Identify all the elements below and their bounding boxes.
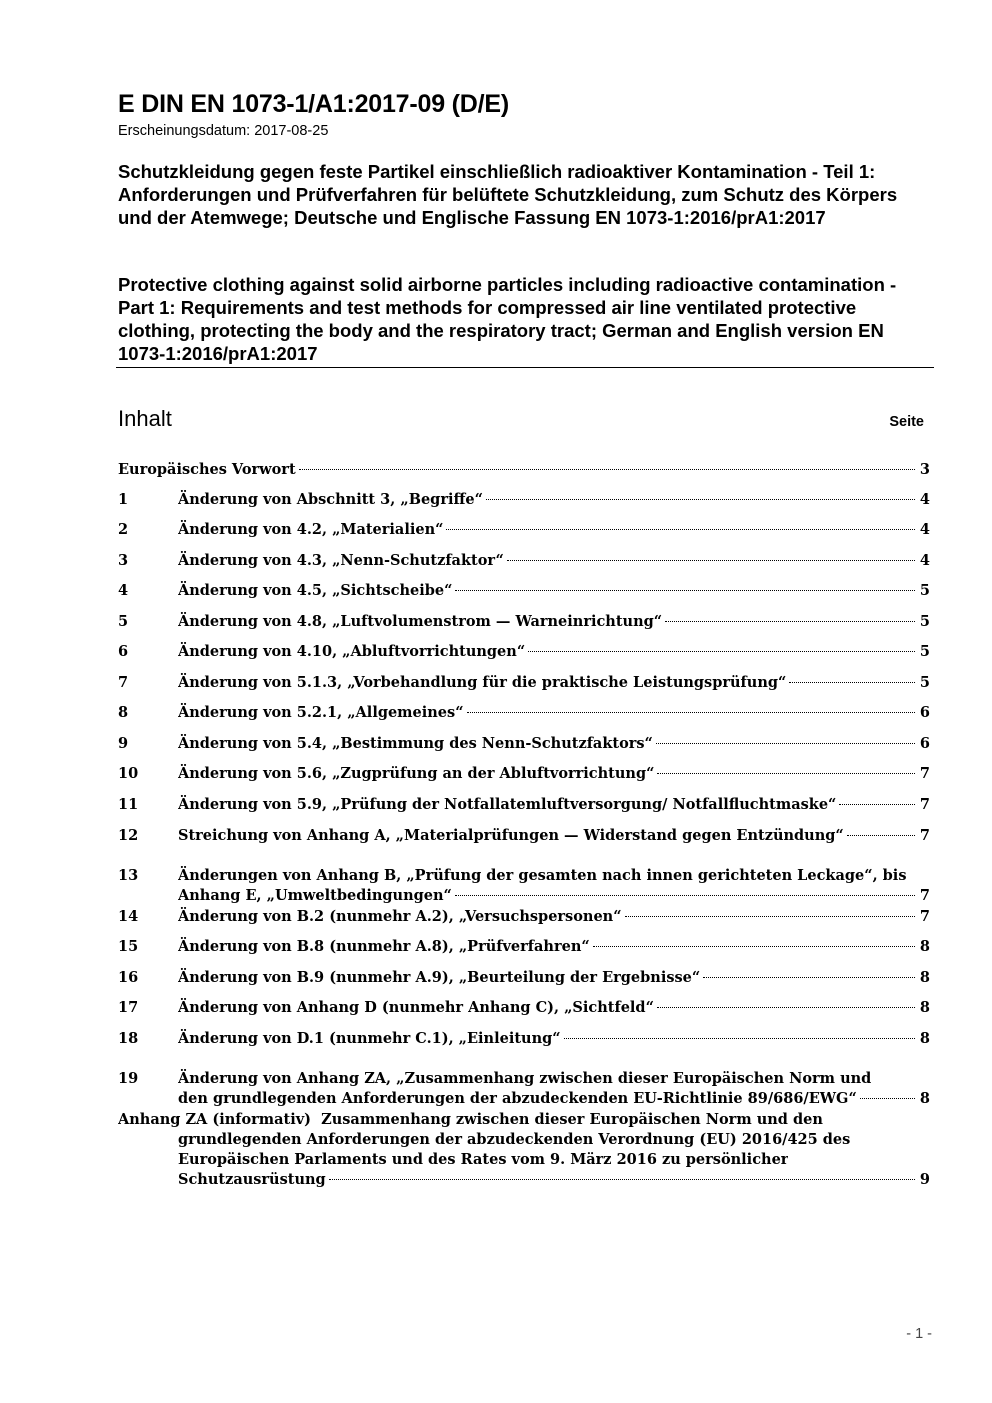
toc-entry-page: 6 <box>919 704 930 721</box>
toc-entry-text: Änderung von 5.1.3, „Vorbehandlung für die praktische Leistungsprüfung“ <box>178 674 787 691</box>
toc-entry-17[interactable] <box>118 998 930 1018</box>
toc-entry-18[interactable] <box>118 1029 930 1049</box>
toc-leader-dots <box>847 835 915 836</box>
toc-entry-number: 8 <box>118 704 129 721</box>
toc-leader-dots <box>486 499 915 500</box>
toc-entry-number: 7 <box>118 674 129 691</box>
toc-entry-text: Änderung von Abschnitt 3, „Begriffe“ <box>178 491 483 508</box>
title-english: Protective clothing against solid airborne particles including radioactive contamination - Part 1: Requirements and test methods for compressed air line ventilated protective clothing, protecting the body and the respiratory tract; German and English version EN 1073-1:2016/prA1:2017 <box>118 274 897 364</box>
toc-entry-text: Änderung von 5.4, „Bestimmung des Nenn-Schutzfaktors“ <box>178 735 653 752</box>
toc-entry-text: Anhang ZA (informativ) Zusammenhang zwischen dieser Europäischen Norm und den <box>118 1111 823 1128</box>
toc-entry-page: 7 <box>919 765 930 782</box>
toc-entry-text: Änderung von 4.10, „Abluftvorrichtungen“ <box>178 643 526 660</box>
toc-leader-dots <box>455 895 915 896</box>
document-id: E DIN EN 1073-1/A1:2017-09 (D/E) <box>118 90 509 118</box>
toc-entry-text: Änderung von 4.2, „Materialien“ <box>178 521 444 538</box>
toc-entry-page: 8 <box>919 969 930 986</box>
toc-entry-text: Streichung von Anhang A, „Materialprüfungen — Widerstand gegen Entzündung“ <box>178 827 844 844</box>
publication-date: Erscheinungsdatum: 2017-08-25 <box>118 123 329 139</box>
toc-entry-page: 5 <box>919 643 930 660</box>
toc-entry-15[interactable] <box>118 937 930 957</box>
toc-leader-dots <box>860 1098 915 1099</box>
toc-entry-text: Änderung von 4.5, „Sichtscheibe“ <box>178 582 453 599</box>
toc-leader-dots <box>839 804 915 805</box>
toc-entry-19[interactable] <box>118 1069 930 1109</box>
toc-entry-text: Änderung von 4.3, „Nenn-Schutzfaktor“ <box>178 552 504 569</box>
toc-leader-dots <box>625 916 915 917</box>
toc-entry-text: Änderung von Anhang ZA, „Zusammenhang zwischen dieser Europäischen Norm und <box>178 1070 872 1087</box>
toc-entry-number: 19 <box>118 1070 139 1087</box>
toc-entry-4[interactable] <box>118 581 930 601</box>
toc-leader-dots <box>657 1007 915 1008</box>
toc-leader-dots <box>564 1038 915 1039</box>
toc-leader-dots <box>299 469 915 470</box>
toc-entry-page: 6 <box>919 735 930 752</box>
toc-entry-number: 6 <box>118 643 129 660</box>
toc-entry-number: 18 <box>118 1030 139 1047</box>
toc-entry-text: Europäischen Parlaments und des Rates vom 9. März 2016 zu persönlicher <box>178 1151 789 1168</box>
toc-entry-page: 8 <box>919 1090 930 1107</box>
toc-entry-text: Europäisches Vorwort <box>118 461 296 478</box>
toc-leader-dots <box>657 773 915 774</box>
toc-entry-number: 13 <box>118 867 139 884</box>
toc-entry-annex-za[interactable] <box>118 1110 930 1190</box>
toc-entry-text: Schutzausrüstung <box>178 1171 326 1188</box>
toc-entry-text: Anhang E, „Umweltbedingungen“ <box>178 887 452 904</box>
toc-entry-number: 10 <box>118 765 139 782</box>
toc-entry-page: 5 <box>919 674 930 691</box>
toc-leader-dots <box>789 682 915 683</box>
toc-entry-number: 14 <box>118 908 139 925</box>
title-german: Schutzkleidung gegen feste Partikel einschließlich radioaktiver Kontamination - Teil 1: Anforderungen und Prüfverfahren für belüftete Schutzkleidung, zum Schutz des Körpers und der Atemwege; Deutsche und Englische Fassung EN 1073-1:2016/prA1:2017 <box>118 161 898 228</box>
toc-entry-number: 1 <box>118 491 129 508</box>
toc-entry-7[interactable] <box>118 673 930 693</box>
toc-entry-page: 8 <box>919 999 930 1016</box>
toc-entry-page: 8 <box>919 938 930 955</box>
toc-entry-number: 3 <box>118 552 129 569</box>
toc-entry-11[interactable] <box>118 795 930 815</box>
toc-heading: Inhalt <box>118 406 172 431</box>
title-divider <box>116 367 934 368</box>
toc-entry-13[interactable] <box>118 866 930 906</box>
toc-entry-number: 9 <box>118 735 129 752</box>
toc-entry-number: 2 <box>118 521 129 538</box>
toc-entry-number: 12 <box>118 827 139 844</box>
toc-entry-page: 3 <box>919 461 930 478</box>
toc-entry-number: 17 <box>118 999 139 1016</box>
toc-leader-dots <box>446 529 915 530</box>
toc-entry-page: 7 <box>919 908 930 925</box>
toc-entry-page: 5 <box>919 613 930 630</box>
toc-entry-1[interactable] <box>118 490 930 510</box>
toc-entry-number: 16 <box>118 969 139 986</box>
toc-entry-page: 4 <box>919 552 930 569</box>
toc-entry-9[interactable] <box>118 734 930 754</box>
toc-entry-14[interactable] <box>118 907 930 927</box>
toc-entry-text: Änderung von 5.2.1, „Allgemeines“ <box>178 704 464 721</box>
toc-entry-page: 5 <box>919 582 930 599</box>
toc-entry-page: 9 <box>919 1171 930 1188</box>
toc-leader-dots <box>455 590 915 591</box>
toc-entry-number: 11 <box>118 796 139 813</box>
toc-entry-page: 4 <box>919 521 930 538</box>
toc-entry-text: Änderung von D.1 (nunmehr C.1), „Einleitung“ <box>178 1030 561 1047</box>
toc-entry-number: 5 <box>118 613 129 630</box>
toc-entry-text: Änderung von 4.8, „Luftvolumenstrom — Warneinrichtung“ <box>178 613 663 630</box>
toc-leader-dots <box>656 743 915 744</box>
toc-entry-3[interactable] <box>118 551 930 571</box>
toc-entry-10[interactable] <box>118 764 930 784</box>
toc-entry-page: 7 <box>919 827 930 844</box>
page-column-label: Seite <box>889 414 924 430</box>
toc-leader-dots <box>703 977 915 978</box>
toc-entry-text: Änderung von B.2 (nunmehr A.2), „Versuchspersonen“ <box>178 908 622 925</box>
toc-entry-text: Änderungen von Anhang B, „Prüfung der gesamten nach innen gerichteten Leckage“, bis <box>178 867 907 884</box>
toc-entry-text: grundlegenden Anforderungen der abzudeckenden Verordnung (EU) 2016/425 des <box>178 1131 851 1148</box>
toc-entry-text: Änderung von B.8 (nunmehr A.8), „Prüfverfahren“ <box>178 938 590 955</box>
toc-entry-5[interactable] <box>118 612 930 632</box>
toc-leader-dots <box>665 621 915 622</box>
toc-entry-text: Änderung von B.9 (nunmehr A.9), „Beurteilung der Ergebnisse“ <box>178 969 701 986</box>
toc-entry-text: Änderung von 5.6, „Zugprüfung an der Abluftvorrichtung“ <box>178 765 655 782</box>
toc-entry-page: 4 <box>919 491 930 508</box>
toc-entry-16[interactable] <box>118 968 930 988</box>
toc-entry-text: den grundlegenden Anforderungen der abzudeckenden EU-Richtlinie 89/686/EWG“ <box>178 1090 857 1107</box>
toc-entry-6[interactable] <box>118 642 930 662</box>
toc-entry-text: Änderung von 5.9, „Prüfung der Notfallatemluftversorgung/ Notfallfluchtmaske“ <box>178 796 837 813</box>
toc-entry-12[interactable] <box>118 826 930 846</box>
toc-leader-dots <box>593 946 915 947</box>
toc-entry-page: 7 <box>919 796 930 813</box>
toc-entry-number: 15 <box>118 938 139 955</box>
toc-leader-dots <box>329 1179 915 1180</box>
toc-entry-number: 4 <box>118 582 129 599</box>
toc-entry-foreword[interactable] <box>118 460 930 480</box>
toc-entry-text: Änderung von Anhang D (nunmehr Anhang C), „Sichtfeld“ <box>178 999 654 1016</box>
toc-leader-dots <box>467 712 915 713</box>
page-number: - 1 - <box>906 1326 932 1342</box>
toc-entry-8[interactable] <box>118 703 930 723</box>
toc-entry-2[interactable] <box>118 520 930 540</box>
toc-entry-page: 7 <box>919 887 930 904</box>
toc-leader-dots <box>528 651 915 652</box>
toc-entry-page: 8 <box>919 1030 930 1047</box>
toc-leader-dots <box>507 560 915 561</box>
